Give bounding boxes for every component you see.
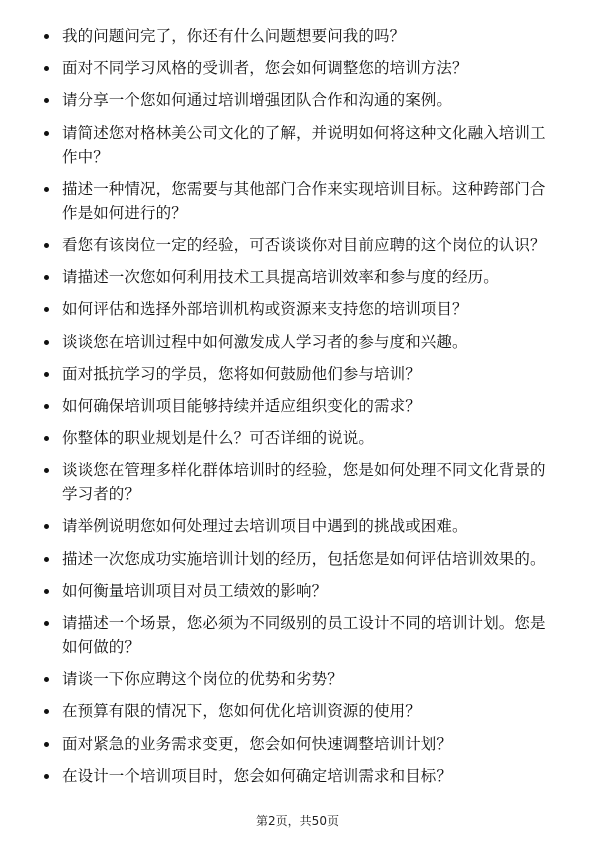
question-item bbox=[40, 330, 560, 354]
question-item bbox=[40, 297, 560, 321]
question-item bbox=[40, 394, 560, 418]
question-item bbox=[40, 265, 560, 289]
question-text: 我的问题问完了，你还有什么问题想要问我的吗？ bbox=[62, 27, 406, 45]
question-text: 谈谈您在培训过程中如何激发成人学习者的参与度和兴趣。 bbox=[62, 332, 468, 351]
bullet-icon bbox=[44, 774, 49, 779]
bullet-icon bbox=[44, 372, 49, 377]
question-text: 如何评估和选择外部培训机构或资源来支持您的培训项目？ bbox=[62, 300, 468, 319]
bullet-icon bbox=[44, 709, 49, 714]
question-item bbox=[40, 88, 560, 112]
bullet-icon bbox=[44, 307, 49, 312]
question-item bbox=[40, 579, 560, 603]
question-item bbox=[40, 732, 560, 756]
question-text: 面对抵抗学习的学员，您将如何鼓励他们参与培训？ bbox=[62, 364, 421, 383]
bullet-icon bbox=[44, 131, 49, 136]
bullet-icon bbox=[44, 98, 49, 103]
question-item bbox=[40, 764, 560, 788]
question-item bbox=[40, 667, 560, 691]
question-item bbox=[40, 362, 560, 386]
question-text: 如何衡量培训项目对员工绩效的影响？ bbox=[62, 581, 328, 600]
bullet-icon bbox=[44, 340, 49, 345]
question-item bbox=[40, 233, 560, 257]
question-text: 请举例说明您如何处理过去培训项目中遇到的挑战或困难。 bbox=[62, 517, 468, 536]
question-text: 在设计一个培训项目时，您会如何确定培训需求和目标？ bbox=[62, 766, 453, 785]
bullet-icon bbox=[44, 677, 49, 682]
question-item bbox=[40, 514, 560, 538]
bullet-icon bbox=[44, 404, 49, 409]
question-text: 你整体的职业规划是什么？可否详细的说说。 bbox=[62, 429, 375, 448]
question-text: 描述一次您成功实施培训计划的经历，包括您是如何评估培训效果的。 bbox=[62, 549, 546, 568]
page-number: 第2页，共50页 bbox=[256, 814, 339, 828]
bullet-icon bbox=[44, 34, 49, 39]
question-text: 请简述您对格林美公司文化的了解，并说明如何将这种文化融入培训工作中？ bbox=[62, 123, 546, 166]
question-item bbox=[40, 547, 560, 571]
question-item bbox=[40, 56, 560, 80]
question-text: 描述一种情况，您需要与其他部门合作来实现培训目标。这种跨部门合作是如何进行的？ bbox=[62, 179, 546, 222]
bullet-icon bbox=[44, 275, 49, 280]
bullet-icon bbox=[44, 243, 49, 248]
bullet-icon bbox=[44, 621, 49, 626]
bullet-icon bbox=[44, 589, 49, 594]
question-text: 请描述一次您如何利用技术工具提高培训效率和参与度的经历。 bbox=[62, 268, 499, 287]
question-list bbox=[40, 24, 560, 796]
bullet-icon bbox=[44, 436, 49, 441]
question-text: 面对紧急的业务需求变更，您会如何快速调整培训计划？ bbox=[62, 734, 453, 753]
question-item bbox=[40, 458, 560, 506]
question-text: 请分享一个您如何通过培训增强团队合作和沟通的案例。 bbox=[62, 91, 453, 110]
question-text: 请描述一个场景，您必须为不同级别的员工设计不同的培训计划。您是如何做的？ bbox=[62, 614, 546, 656]
bullet-icon bbox=[44, 187, 49, 192]
question-item bbox=[40, 24, 560, 48]
bullet-icon bbox=[44, 557, 49, 562]
question-item bbox=[40, 121, 560, 169]
question-item bbox=[40, 611, 560, 659]
question-item bbox=[40, 699, 560, 723]
question-text: 谈谈您在管理多样化群体培训时的经验，您是如何处理不同文化背景的学习者的？ bbox=[62, 461, 546, 504]
question-text: 面对不同学习风格的受训者，您会如何调整您的培训方法？ bbox=[62, 59, 468, 78]
question-text: 请谈一下你应聘这个岗位的优势和劣势？ bbox=[62, 670, 343, 689]
bullet-icon bbox=[44, 66, 49, 71]
question-text: 看您有该岗位一定的经验，可否谈谈你对目前应聘的这个岗位的认识？ bbox=[62, 235, 546, 254]
question-text: 如何确保培训项目能够持续并适应组织变化的需求？ bbox=[62, 396, 421, 415]
bullet-icon bbox=[44, 524, 49, 529]
question-item bbox=[40, 426, 560, 450]
question-item bbox=[40, 177, 560, 225]
question-text: 在预算有限的情况下，您如何优化培训资源的使用？ bbox=[62, 702, 421, 721]
bullet-icon bbox=[44, 468, 49, 473]
bullet-icon bbox=[44, 742, 49, 747]
